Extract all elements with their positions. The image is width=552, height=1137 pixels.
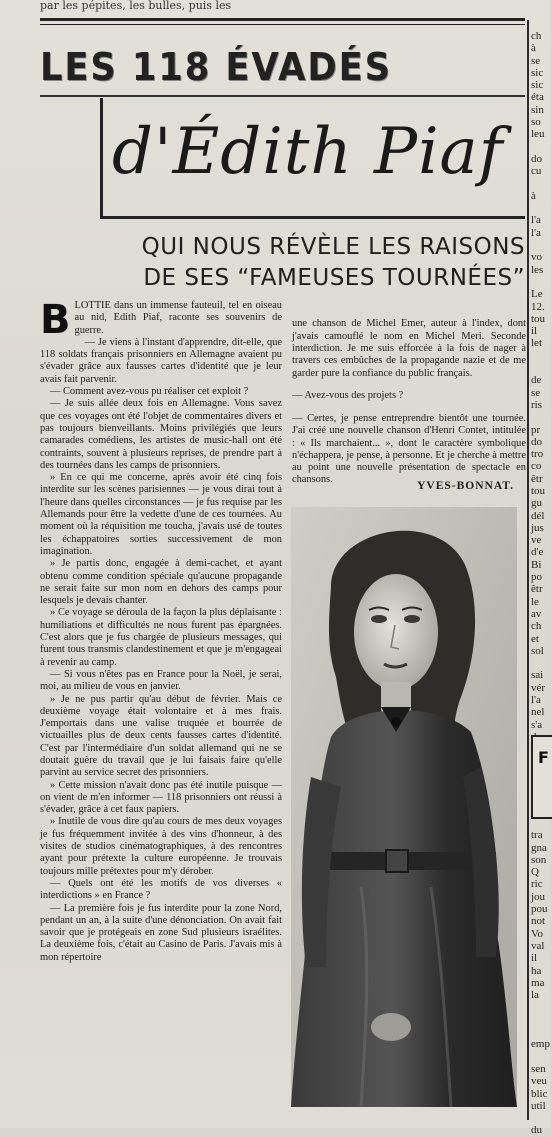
adjacent-column-line: pr	[531, 423, 541, 436]
adjacent-column-line: tou	[531, 312, 546, 325]
article-paragraph: » Je ne pus partir qu'au début de février. Mais ce deuxième voyage était volontaire et à mes frais. J'emportais dans une valise truquée et bourrée de victuailles plus de deux cents fausses cartes d'identité. C'est par l'intermédiaire d'un soldat allemand qui ne se doutait guère du travail que je lui faisais faire qu'elle parvint au service secret des prisonniers.	[40, 693, 282, 779]
adjacent-column-line: êtr	[531, 472, 543, 485]
adjacent-column-line: sol	[531, 644, 544, 657]
adjacent-column-line	[531, 276, 550, 288]
adjacent-column-line: à	[531, 42, 536, 55]
article-paragraph: — Je viens à l'instant d'apprendre, dit-elle, que 118 soldats français prisonniers en Allemagne avaient pu s'évader grâce aux fausses cartes d'identité que je leur avais fait parvenir.	[40, 336, 282, 385]
adjacent-column-line: cu	[531, 165, 542, 178]
article-paragraph: une chanson de Michel Emer, auteur à l'index, dont j'avais camouflé le nom en Michel Meri. Seconde interdiction. Je me suis efforcée à la fois de nager à travers ces embûches de la propagande nazie et de me garder pure la confiance du public français.	[292, 318, 526, 379]
adjacent-column-line: ric	[531, 878, 543, 891]
article-paragraph: » Ce voyage se déroula de la façon la plus déplaisante : humiliations et difficultés ne nous furent pas épargnées. C'est alors que je fus chargée de plusieurs messages, qui furent tous transmis clandestinement et que je m'engageai à revenir au camp.	[40, 607, 282, 668]
adjacent-column-line: val	[531, 939, 545, 952]
article-paragraph: » En ce qui me concerne, après avoir été cinq fois interdite sur les scènes parisiennes — je vous dirai tout à l'heure dans quelles circonstances — je fus requise par les Allemands pour être la vedette d'une de ces tournées. Au moment où la réquisition me toucha, j'avais usé de toutes les échappatoires sorties successivement de mon imagination.	[40, 472, 282, 557]
adjacent-column-line: ha	[531, 964, 542, 977]
adjacent-column-line: gu	[531, 497, 542, 510]
adjacent-column-line	[531, 1112, 550, 1124]
headline-line2: d'Édith Piaf	[112, 115, 504, 189]
adjacent-column-line: util	[531, 1099, 546, 1112]
adjacent-column-line: de	[531, 374, 542, 387]
drop-cap: B	[40, 297, 71, 343]
adjacent-column-line: sic	[531, 79, 544, 92]
adjacent-column-line: se	[531, 54, 541, 67]
adjacent-column-line: sic	[531, 66, 544, 79]
article-paragraph: — Si vous n'êtes pas en France pour la Noël, je serai, moi, au milieu de vous en janvier.	[40, 668, 282, 693]
adjacent-column-line: éta	[531, 91, 544, 104]
adjacent-column-line: po	[531, 571, 542, 584]
adjacent-column-line: jus	[531, 521, 544, 534]
adjacent-column-line: la	[531, 989, 539, 1002]
adjacent-column-line: les	[531, 263, 544, 276]
adjacent-column-line: vo	[531, 251, 542, 264]
adjacent-column-line: êtr	[531, 583, 543, 596]
adjacent-column-line: Bi	[531, 558, 542, 571]
portrait-photo	[291, 507, 517, 1107]
adjacent-column-line: l'a	[531, 214, 541, 227]
subtitle-line1: QUI NOUS RÉVÈLE LES RAISONS	[141, 234, 525, 260]
adjacent-column-line: tro	[531, 448, 544, 461]
adjacent-column-line: do	[531, 435, 542, 448]
adjacent-column-line: ch	[531, 620, 542, 633]
adjacent-column-fragments	[531, 30, 550, 1137]
adjacent-column-line: ris	[531, 398, 542, 411]
adjacent-column-line	[531, 1026, 550, 1038]
adjacent-column-line: veu	[531, 1075, 547, 1088]
masthead-strip: par les pépites, les bulles, puis les	[40, 0, 232, 12]
adjacent-column-line: l'a	[531, 226, 541, 239]
adjacent-column-line: ch	[531, 30, 542, 42]
article-paragraph: — Certes, je pense entreprendre bientôt une tournée. J'ai créé une nouvelle chanson d'Henri Contet, intitulée : « Ils marchaient... », dont le caractère symbolique n'échappera, je pense, à personne. Et je cherche à mettre au point une nouvelle présentation de spectacle en chansons.	[292, 412, 526, 486]
adjacent-column-line: 12.	[531, 300, 545, 313]
adjacent-column-line: Q	[531, 866, 539, 879]
adjacent-column-line: so	[531, 116, 541, 129]
adjacent-column-line: le	[531, 595, 539, 608]
adjacent-column-line: se	[531, 386, 541, 399]
adjacent-column-line: nel	[531, 706, 545, 719]
adjacent-column-line: et	[531, 632, 539, 645]
adjacent-column-line	[531, 411, 550, 423]
adjacent-column-line: dél	[531, 509, 545, 522]
adjacent-column-line: s'a	[531, 718, 543, 731]
adjacent-column-line	[531, 1051, 550, 1063]
adjacent-column-line: blic	[531, 1087, 548, 1100]
adjacent-column-line: jou	[531, 890, 546, 903]
adjacent-column-line: co	[531, 460, 542, 473]
adjacent-column-line: Le	[531, 288, 543, 301]
adjacent-column-line: sin	[531, 103, 544, 116]
adjacent-column-line	[531, 202, 550, 214]
adjacent-column-line	[531, 239, 550, 251]
article-paragraph: » Inutile de vous dire qu'au cours de mes deux voyages je fus fréquemment invitée à des vins d'honneur, à des visites de studios cinématographiques, à des rencontres ayant pour prétexte la culture européenne. Je trouvais toujours mille prétextes pour m'y dérober.	[40, 816, 282, 877]
adjacent-column-line	[531, 1014, 550, 1026]
adjacent-column-line	[531, 178, 550, 190]
adjacent-column-line: pou	[531, 903, 548, 916]
adjacent-column-line	[531, 141, 550, 153]
article-paragraph: — Quels ont été les motifs de vos diverses « interdictions » en France ?	[40, 877, 282, 902]
adjacent-column-line: son	[531, 853, 547, 866]
adjacent-column-line: av	[531, 607, 542, 620]
article-paragraph: — Je suis allée deux fois en Allemagne. Vous savez que ces voyages ont été l'objet de commentaires divers et pas toujours bienveillants. Moins privilégiés que leurs camarades comédiens, les artistes de music-hall ont été contraints, souvent à plusieurs reprises, de prendre part à des tournées dans les camps de prisonniers.	[40, 398, 282, 471]
adjacent-column-line: let	[531, 337, 542, 350]
adjacent-column-line: sai	[531, 669, 544, 682]
adjacent-column-line: Vo	[531, 927, 544, 940]
byline: YVES-BONNAT.	[417, 480, 514, 492]
article-paragraph: » Cette mission n'avait donc pas été inutile puisque — on vient de m'en informer — 118 prisonniers ont réussi à s'évader, grâce à cet faux papiers.	[40, 779, 282, 816]
adjacent-column-line: leu	[531, 128, 545, 141]
headline-line1: LES 118 ÉVADÉS	[40, 45, 392, 89]
adjacent-column-line: il	[531, 952, 538, 965]
headline-rule	[40, 95, 525, 97]
adjacent-column-line	[531, 1001, 550, 1013]
top-rule-thin	[40, 24, 525, 25]
adjacent-column-line: emp	[531, 1038, 550, 1051]
adjacent-column-line: ma	[531, 976, 545, 989]
article-paragraph: BLOTTIE dans un immense fauteuil, tel en oiseau au nid, Edith Piaf, raconte ses souvenirs de guerre.	[40, 297, 282, 343]
adjacent-column-line: do	[531, 152, 542, 165]
subtitle-line2: DE SES “FAMEUSES TOURNÉES”	[143, 265, 525, 291]
article-paragraph: — La première fois je fus interdite pour la zone Nord, pendant un an, à la suite d'une dénonciation. On avait fait savoir que je protégeais en zone Sud plusieurs israélites. La deuxième fois, c'était au Casino de Paris. J'avais mis à mon répertoire	[40, 902, 282, 963]
adjacent-column-line: gna	[531, 841, 547, 854]
article-paragraph: — Comment avez-vous pu réaliser cet exploit ?	[50, 386, 249, 398]
article-paragraph: — Avez-vous des projets ?	[292, 390, 404, 402]
adjacent-column-line: not	[531, 915, 546, 928]
subtitle	[100, 232, 525, 294]
column-divider	[527, 20, 529, 1120]
article-left-column	[40, 297, 282, 1100]
adjacent-column-line: d'e	[531, 546, 544, 559]
article-mid-column	[292, 308, 526, 488]
adjacent-column-line	[531, 657, 550, 669]
top-rule	[40, 18, 525, 21]
adjacent-column-line: sen	[531, 1062, 546, 1075]
adjacent-column-line: tra	[531, 829, 543, 842]
article-paragraph: » Je partis donc, engagée à demi-cachet, et ayant obtenu comme condition spéciale qu'aucune propagande ne serait faite sur mon nom en dehors des camps pour lesquels je devais chanter.	[40, 558, 282, 607]
adjacent-column-line: il	[531, 325, 538, 338]
adjacent-column-line: du	[531, 1124, 542, 1137]
adjacent-column-line: tou	[531, 484, 546, 497]
adjacent-column-line: ve	[531, 534, 542, 547]
adjacent-column-line: à	[531, 189, 536, 202]
adjacent-column-line: l'a	[531, 694, 541, 707]
portrait-illustration	[291, 507, 517, 1107]
adjacent-column-box-letter: F	[538, 748, 549, 767]
adjacent-column-line: vér	[531, 681, 546, 694]
adjacent-column-line	[531, 362, 550, 374]
adjacent-column-line	[531, 350, 550, 362]
